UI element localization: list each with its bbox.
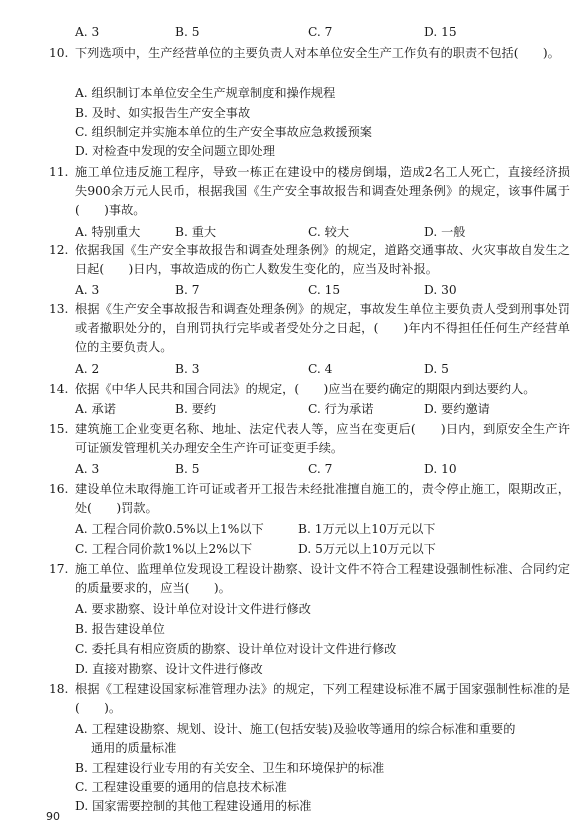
option-d: D. 直接对勘察、设计文件进行修改: [75, 662, 263, 676]
question-stem: 依据《中华人民共和国合同法》的规定，( )应当在要约确定的期限内到达要约人。: [75, 382, 536, 396]
question-number: 16.: [49, 482, 69, 496]
question-stem: 根据《工程建设国家标准管理办法》的规定，下列工程建设标准不属于国家强制性标准的是( )。: [75, 682, 570, 715]
option-d: D. 5万元以上10万元以下: [298, 542, 436, 556]
question-stem: 施工单位违反施工程序，导致一栋正在建设中的楼房倒塌，造成2名工人死亡，直接经济损失900余万元人民币，根据我国《生产安全事故报告和调查处理条例》的规定，该事件属于( )事故。: [75, 165, 570, 217]
option-c: C. 组织制定并实施本单位的生产安全事故应急救援预案: [75, 125, 372, 139]
option-b: B. 工程建设行业专用的有关安全、卫生和环境保护的标准: [75, 761, 385, 775]
option-d: D. 10: [424, 462, 457, 476]
option-b: B. 及时、如实报告生产安全事故: [75, 106, 251, 120]
question-number: 14.: [49, 382, 69, 396]
option-c: C. 4: [308, 362, 333, 376]
option-c: C. 7: [308, 25, 333, 39]
question-stem: 施工单位、监理单位发现设工程设计勘察、设计文件不符合工程建设强制性标准、合同约定的质量要求的，应当( )。: [75, 562, 570, 595]
option-c: C. 委托具有相应资质的勘察、设计单位对设计文件进行修改: [75, 642, 397, 656]
option-d: D. 5: [424, 362, 449, 376]
option-d: D. 15: [424, 25, 457, 39]
question-stem: 建设单位未取得施工许可证或者开工报告未经批准擅自施工的，责令停止施工，限期改正，处( )罚款。: [75, 482, 570, 515]
option-d: D. 一般: [424, 225, 466, 239]
question-stem: 依据我国《生产安全事故报告和调查处理条例》的规定，道路交通事故、火灾事故自发生之日起( )日内，事故造成的伤亡人数发生变化的，应当及时补报。: [75, 243, 570, 276]
option-b: B. 报告建设单位: [75, 622, 165, 636]
option-a: A. 工程建设勘察、规划、设计、施工(包括安装)及验收等通用的综合标准和重要的: [75, 722, 516, 736]
option-a: A. 2: [75, 362, 100, 376]
option-c: C. 工程合同价款1%以上2%以下: [75, 542, 253, 556]
option-a-continued: 通用的质量标准: [91, 741, 177, 755]
option-c: C. 行为承诺: [308, 402, 374, 416]
question-number: 10.: [49, 46, 69, 60]
question-number: 12.: [49, 243, 69, 257]
question-stem: 建筑施工企业变更名称、地址、法定代表人等，应当在变更后( )日内，到原安全生产许可证颁发管理机关办理安全生产许可证变更手续。: [75, 422, 570, 455]
question-stem: 根据《生产安全事故报告和调查处理条例》的规定，事故发生单位主要负责人受到刑事处罚或者撤职处分的，自刑罚执行完毕或者受处分之日起，( )年内不得担任任何生产经营单位的主要负责人。: [75, 302, 570, 354]
page-number: 90: [46, 812, 60, 820]
option-b: B. 要约: [175, 402, 217, 416]
question-number: 11.: [49, 165, 69, 179]
option-c: C. 工程建设重要的通用的信息技术标准: [75, 780, 287, 794]
option-a: A. 3: [75, 25, 100, 39]
question-number: 15.: [49, 422, 69, 436]
option-a: A. 特别重大: [75, 225, 141, 239]
option-c: C. 7: [308, 462, 333, 476]
option-c: C. 15: [308, 283, 341, 297]
option-d: D. 要约邀请: [424, 402, 490, 416]
option-b: B. 7: [175, 283, 200, 297]
option-d: D. 30: [424, 283, 457, 297]
option-b: B. 5: [175, 25, 200, 39]
question-9-options: [0, 23, 580, 41]
option-a: A. 工程合同价款0.5%以上1%以下: [75, 522, 264, 536]
question-number: 17.: [49, 562, 69, 576]
option-b: B. 5: [175, 462, 200, 476]
option-a: A. 要求勘察、设计单位对设计文件进行修改: [75, 602, 311, 616]
option-c: C. 较大: [308, 225, 350, 239]
option-b: B. 重大: [175, 225, 217, 239]
question-number: 18.: [49, 682, 69, 696]
option-a: A. 3: [75, 462, 100, 476]
option-b: B. 1万元以上10万元以下: [298, 522, 436, 536]
option-d: D. 国家需要控制的其他工程建设通用的标准: [75, 799, 312, 813]
question-number: 13.: [49, 302, 69, 316]
option-a: A. 承诺: [75, 402, 116, 416]
option-a: A. 组织制订本单位安全生产规章制度和操作规程: [75, 86, 336, 100]
option-b: B. 3: [175, 362, 200, 376]
question-stem: 下列选项中，生产经营单位的主要负责人对本单位安全生产工作负有的职责不包括( )。: [75, 46, 560, 60]
option-a: A. 3: [75, 283, 100, 297]
option-d: D. 对检查中发现的安全问题立即处理: [75, 144, 275, 158]
